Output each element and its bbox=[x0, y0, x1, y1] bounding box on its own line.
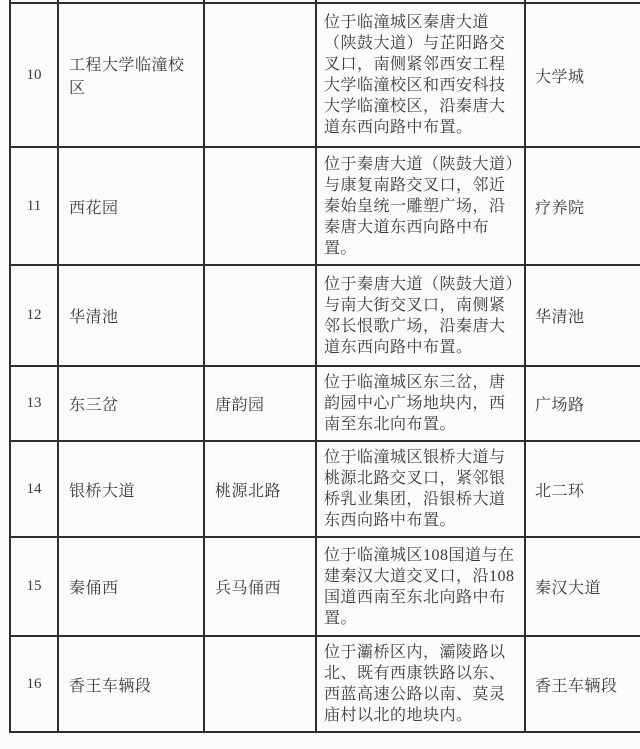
table-row bbox=[10, 441, 640, 537]
landmark-cell: 广场路 bbox=[525, 366, 640, 441]
row-number-cell: 16 bbox=[10, 636, 58, 732]
table-row bbox=[10, 3, 640, 147]
location-description-cell: 位于临潼城区秦唐大道（陕鼓大道）与芷阳路交叉口，南侧紧邻西安工程大学临潼校区和西安科技大学临潼校区，沿秦唐大道东西向路中布置。 bbox=[316, 3, 525, 147]
station-name-cell: 香王车辆段 bbox=[58, 636, 204, 732]
location-description-cell: 位于临潼城区银桥大道与桃源北路交叉口，紧邻银桥乳业集团，沿银桥大道东西向路中布置。 bbox=[316, 441, 525, 537]
stations-table bbox=[9, 0, 640, 733]
station-name-cell: 华清池 bbox=[58, 265, 204, 366]
table-row bbox=[10, 366, 640, 441]
secondary-name-cell bbox=[204, 636, 316, 732]
station-name-cell: 银桥大道 bbox=[58, 441, 204, 537]
table-row bbox=[10, 265, 640, 366]
secondary-name-cell bbox=[204, 265, 316, 366]
row-number-cell: 12 bbox=[10, 265, 58, 366]
row-number-cell: 11 bbox=[10, 147, 58, 265]
landmark-cell: 华清池 bbox=[525, 265, 640, 366]
location-description-cell: 位于临潼城区108国道与在建秦汉大道交叉口，沿108国道西南至东北向路中布置。 bbox=[316, 537, 525, 636]
secondary-name-cell bbox=[204, 3, 316, 147]
secondary-name-cell: 兵马俑西 bbox=[204, 537, 316, 636]
station-name-cell: 西花园 bbox=[58, 147, 204, 265]
location-description-cell: 位于秦唐大道（陕鼓大道）与康复南路交叉口，邻近秦始皇统一雕塑广场，沿秦唐大道东西向路中布置。 bbox=[316, 147, 525, 265]
row-number-cell: 10 bbox=[10, 3, 58, 147]
landmark-cell: 疗养院 bbox=[525, 147, 640, 265]
table-row bbox=[10, 537, 640, 636]
secondary-name-cell bbox=[204, 147, 316, 265]
landmark-cell: 秦汉大道 bbox=[525, 537, 640, 636]
landmark-cell: 大学城 bbox=[525, 3, 640, 147]
secondary-name-cell: 桃源北路 bbox=[204, 441, 316, 537]
location-description-cell: 位于灞桥区内，灞陵路以北、既有西康铁路以东、西蓝高速公路以南、莫灵庙村以北的地块内。 bbox=[316, 636, 525, 732]
secondary-name-cell: 唐韵园 bbox=[204, 366, 316, 441]
stations-table-body bbox=[10, 0, 640, 732]
row-number-cell: 14 bbox=[10, 441, 58, 537]
station-name-cell: 东三岔 bbox=[58, 366, 204, 441]
station-name-cell: 秦俑西 bbox=[58, 537, 204, 636]
landmark-cell: 香王车辆段 bbox=[525, 636, 640, 732]
location-description-cell: 位于秦唐大道（陕鼓大道）与南大街交叉口，南侧紧邻长恨歌广场，沿秦唐大道东西向路中布置。 bbox=[316, 265, 525, 366]
table-row bbox=[10, 636, 640, 732]
row-number-cell: 13 bbox=[10, 366, 58, 441]
station-name-cell: 工程大学临潼校区 bbox=[58, 3, 204, 147]
landmark-cell: 北二环 bbox=[525, 441, 640, 537]
row-number-cell: 15 bbox=[10, 537, 58, 636]
location-description-cell: 位于临潼城区东三岔，唐韵园中心广场地块内，西南至东北向布置。 bbox=[316, 366, 525, 441]
table-row bbox=[10, 147, 640, 265]
